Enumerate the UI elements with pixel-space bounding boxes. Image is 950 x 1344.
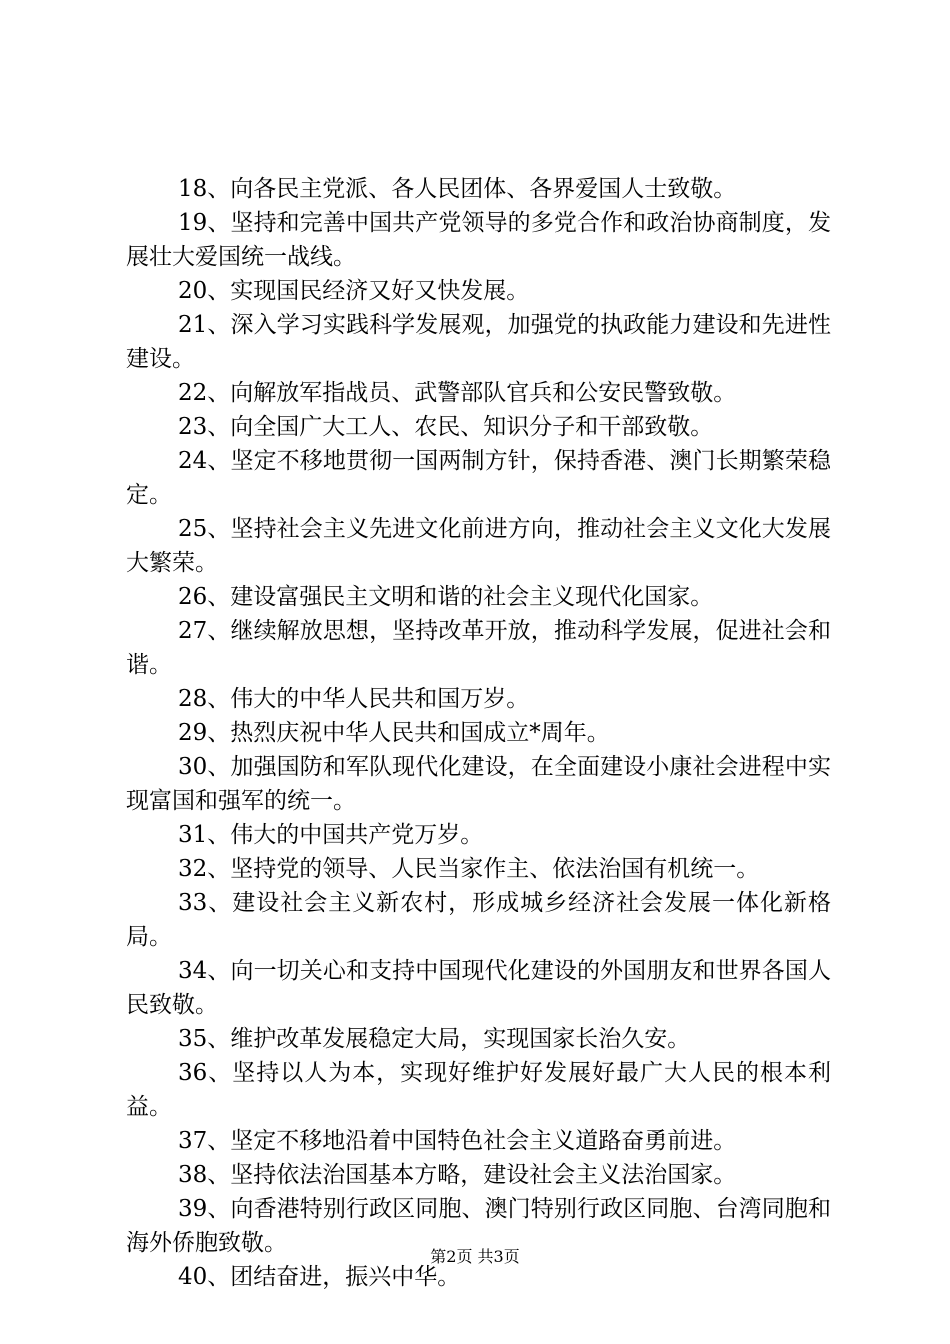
page-footer (0, 1244, 950, 1267)
list-item: 25、坚持社会主义先进文化前进方向，推动社会主义文化大发展大繁荣。 (126, 516, 831, 576)
list-item: 28、伟大的中华人民共和国万岁。 (178, 686, 530, 712)
page-number: 第2页 共3页 (430, 1247, 520, 1266)
list-item: 39、向香港特别行政区同胞、澳门特别行政区同胞、台湾同胞和海外侨胞致敬。 (126, 1196, 831, 1256)
list-item: 23、向全国广大工人、农民、知识分子和干部致敬。 (178, 414, 714, 440)
list-item: 36、坚持以人为本，实现好维护好发展好最广大人民的根本利益。 (126, 1060, 831, 1120)
list-item: 20、实现国民经济又好又快发展。 (178, 278, 530, 304)
list-item: 40、团结奋进，振兴中华。 (178, 1264, 461, 1290)
list-item: 18、向各民主党派、各人民团体、各界爱国人士致敬。 (178, 176, 737, 202)
list-item: 33、建设社会主义新农村，形成城乡经济社会发展一体化新格局。 (126, 890, 831, 950)
list-item: 30、加强国防和军队现代化建设，在全面建设小康社会进程中实现富国和强军的统一。 (126, 754, 831, 814)
list-item: 27、继续解放思想，坚持改革开放，推动科学发展，促进社会和谐。 (126, 618, 831, 678)
list-item: 31、伟大的中国共产党万岁。 (178, 822, 484, 848)
list-item: 21、深入学习实践科学发展观，加强党的执政能力建设和先进性建设。 (126, 312, 831, 372)
list-item: 35、维护改革发展稳定大局，实现国家长治久安。 (178, 1026, 691, 1052)
list-item: 19、坚持和完善中国共产党领导的多党合作和政治协商制度，发展壮大爱国统一战线。 (126, 210, 831, 270)
list-item: 34、向一切关心和支持中国现代化建设的外国朋友和世界各国人民致敬。 (126, 958, 831, 1018)
list-item: 38、坚持依法治国基本方略，建设社会主义法治国家。 (178, 1162, 737, 1188)
list-item: 32、坚持党的领导、人民当家作主、依法治国有机统一。 (178, 856, 760, 882)
list-item: 22、向解放军指战员、武警部队官兵和公安民警致敬。 (178, 380, 737, 406)
list-item: 24、坚定不移地贯彻一国两制方针，保持香港、澳门长期繁荣稳定。 (126, 448, 831, 508)
list-item: 37、坚定不移地沿着中国特色社会主义道路奋勇前进。 (178, 1128, 737, 1154)
list-item: 26、建设富强民主文明和谐的社会主义现代化国家。 (178, 584, 714, 610)
list-item: 29、热烈庆祝中华人民共和国成立*周年。 (178, 720, 610, 746)
slogan-list (126, 172, 831, 1294)
